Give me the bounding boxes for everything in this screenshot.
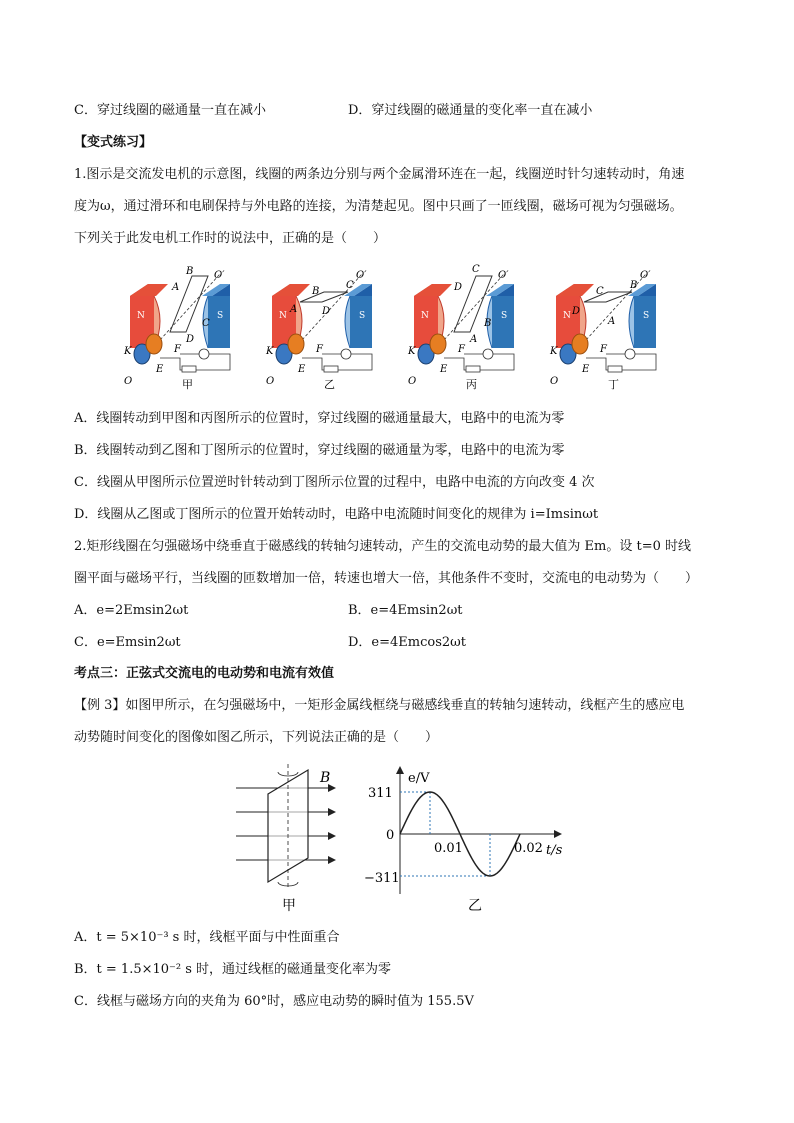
svg-text:F: F	[600, 344, 607, 355]
q1-line3: 下列关于此发电机工作时的说法中，正确的是（ ）	[74, 231, 387, 246]
svg-text:E: E	[440, 364, 448, 375]
frame-in-field-figure	[232, 764, 352, 914]
generator-figures	[120, 262, 660, 392]
section3-title: 考点三：正弦式交流电的电动势和电流有效值	[74, 666, 335, 681]
svg-text:E: E	[298, 364, 306, 375]
svg-text:D: D	[454, 282, 463, 293]
ex3-option-b: B．t = 1.5×10⁻² s 时，通过线框的磁通量变化率为零	[74, 962, 392, 977]
x-tick-001: 0.01	[434, 841, 463, 856]
q2-option-d: D．e=4Emcos2ωt	[348, 635, 466, 650]
q1-line2: 度为ω，通过滑环和电刷保持与外电路的连接，为清楚起见。图中只画了一匝线圈，磁场可视为匀强磁场。	[74, 199, 683, 214]
svg-text:O: O	[550, 376, 559, 387]
svg-text:K: K	[266, 346, 274, 357]
svg-text:O: O	[408, 376, 417, 387]
fig-label-yi-ex3: 乙	[468, 898, 482, 914]
x-axis-label: t/s	[546, 843, 563, 858]
fig-label-bing: 丙	[466, 378, 477, 391]
y-axis-label: e/V	[408, 771, 430, 786]
q1-option-a: A．线圈转动到甲图和丙图所示的位置时，穿过线圈的磁通量最大，电路中的电流为零	[74, 411, 565, 426]
emf-time-chart	[364, 764, 604, 914]
q1-option-b: B．线圈转动到乙图和丁图所示的位置时，穿过线圈的磁通量为零，电路中的电流为零	[74, 443, 565, 458]
svg-text:O: O	[266, 376, 275, 387]
q2-option-b: B．e=4Emsin2ωt	[348, 603, 463, 618]
svg-text:A: A	[172, 282, 180, 293]
svg-text:B: B	[630, 280, 638, 291]
svg-text:F: F	[316, 344, 323, 355]
fig-label-ding: 丁	[608, 378, 619, 391]
ex3-option-c: C．线框与磁场方向的夹角为 60°时，感应电动势的瞬时值为 155.5V	[74, 994, 474, 1009]
svg-text:K: K	[550, 346, 558, 357]
q2-line1: 2.矩形线圈在匀强磁场中绕垂直于磁感线的转轴匀速转动，产生的交流电动势的最大值为 Em。设 t=0 时线	[74, 539, 692, 554]
option-c-prev: C．穿过线圈的磁通量一直在减小	[74, 103, 266, 118]
generator-jia	[123, 266, 230, 391]
y-tick-max: 311	[368, 786, 393, 801]
svg-text:D: D	[322, 306, 331, 317]
q2-option-a: A．e=2Emsin2ωt	[74, 603, 189, 618]
svg-text:C: C	[472, 264, 480, 275]
svg-text:K: K	[124, 346, 132, 357]
svg-text:A: A	[470, 334, 478, 345]
ex3-option-a: A．t = 5×10⁻³ s 时，线框平面与中性面重合	[74, 930, 340, 945]
generator-yi	[265, 270, 372, 391]
practice-header: 【变式练习】	[74, 135, 153, 150]
ex3-line1: 【例 3】如图甲所示，在匀强磁场中，一矩形金属线框绕与磁感线垂直的转轴匀速转动，线框产生的感应电	[74, 698, 685, 713]
svg-text:D: D	[572, 306, 581, 317]
svg-text:A: A	[290, 304, 298, 315]
option-d-prev: D．穿过线圈的磁通量的变化率一直在减小	[348, 103, 593, 118]
svg-text:O′: O′	[356, 270, 367, 281]
svg-text:E: E	[156, 364, 164, 375]
svg-text:B: B	[186, 266, 194, 277]
x-tick-002: 0.02	[514, 841, 543, 856]
y-tick-min: −311	[364, 871, 400, 886]
svg-text:K: K	[408, 346, 416, 357]
ex3-line2: 动势随时间变化的图像如图乙所示，下列说法正确的是（ ）	[74, 730, 439, 745]
svg-text:O′: O′	[498, 270, 509, 281]
y-tick-zero: 0	[386, 828, 395, 843]
generator-bing	[407, 264, 514, 391]
svg-text:O: O	[124, 376, 133, 387]
svg-text:C: C	[346, 280, 354, 291]
svg-text:O′: O′	[640, 270, 651, 281]
fig-label-yi: 乙	[324, 378, 335, 391]
fig-label-jia: 甲	[182, 378, 193, 391]
q2-line2: 圈平面与磁场平行，当线圈的匝数增加一倍，转速也增大一倍，其他条件不变时，交流电的电动势为（ ）	[74, 571, 699, 586]
svg-text:C: C	[202, 318, 210, 329]
generator-ding	[549, 270, 656, 391]
svg-text:C: C	[596, 286, 604, 297]
fig-label-jia-ex3: 甲	[282, 898, 296, 914]
svg-text:B: B	[484, 318, 492, 329]
svg-text:B: B	[312, 286, 320, 297]
svg-text:E: E	[582, 364, 590, 375]
svg-text:O′: O′	[214, 270, 225, 281]
field-label-b: B	[320, 770, 331, 786]
q1-option-c: C．线圈从甲图所示位置逆时针转动到丁图所示位置的过程中，电路中电流的方向改变 4 次	[74, 475, 595, 490]
svg-text:A: A	[608, 316, 616, 327]
svg-text:D: D	[186, 334, 195, 345]
q2-option-c: C．e=Emsin2ωt	[74, 635, 181, 650]
q1-line1: 1.图示是交流发电机的示意图，线圈的两条边分别与两个金属滑环连在一起，线圈逆时针匀速转动时，角速	[74, 167, 685, 182]
svg-text:F: F	[174, 344, 181, 355]
q1-option-d: D．线圈从乙图或丁图所示的位置开始转动时，电路中电流随时间变化的规律为 i=Imsinωt	[74, 507, 599, 522]
svg-text:F: F	[458, 344, 465, 355]
